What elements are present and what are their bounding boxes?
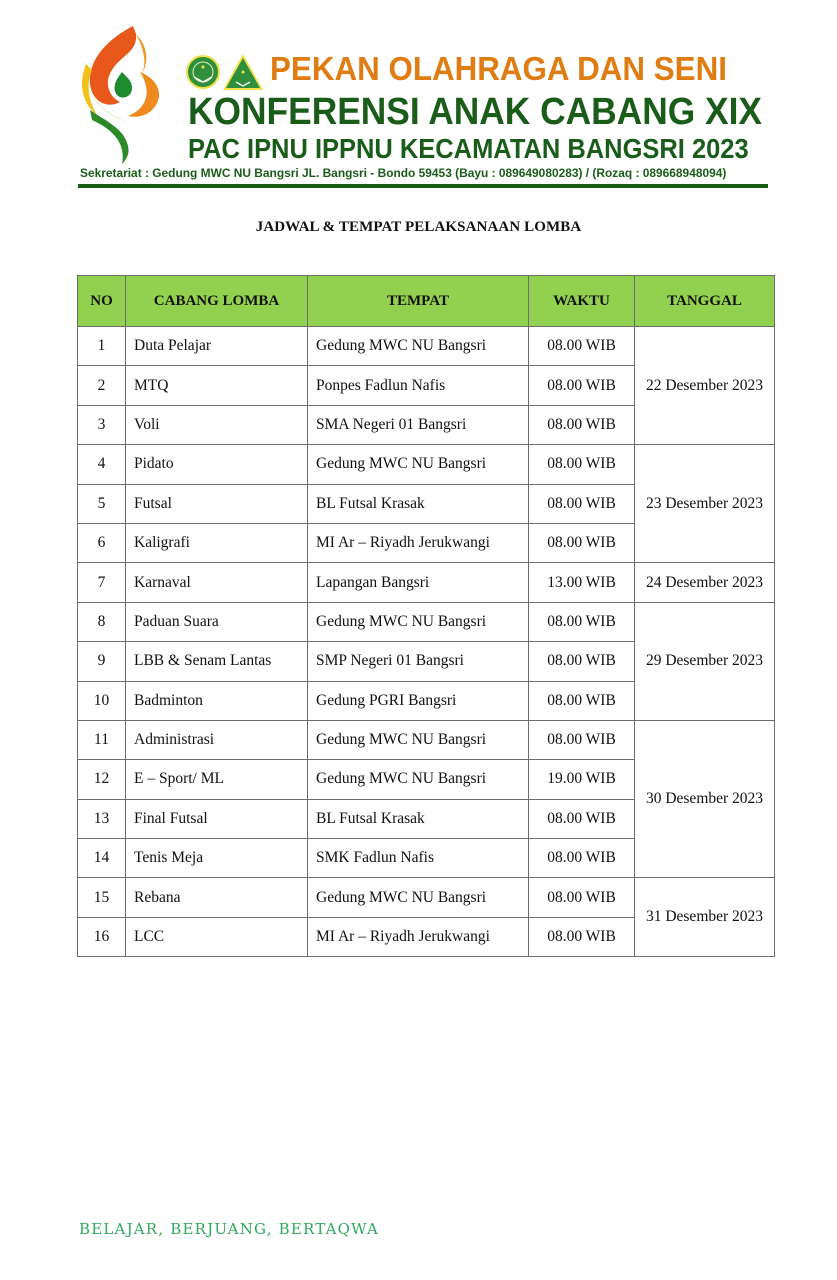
cell-tanggal: 29 Desember 2023 — [635, 602, 775, 720]
event-title: PEKAN OLAHRAGA DAN SENI — [270, 50, 727, 87]
table-body — [78, 327, 775, 957]
cell-tanggal: 31 Desember 2023 — [635, 878, 775, 957]
cell-tanggal: 23 Desember 2023 — [635, 445, 775, 563]
cell-waktu: 08.00 WIB — [529, 720, 635, 759]
cell-no: 16 — [78, 917, 126, 956]
cell-cabang-lomba: LCC — [126, 917, 308, 956]
cell-waktu: 08.00 WIB — [529, 366, 635, 405]
cell-no: 12 — [78, 760, 126, 799]
cell-no: 1 — [78, 327, 126, 366]
cell-tempat: Gedung MWC NU Bangsri — [308, 760, 529, 799]
cell-cabang-lomba: E – Sport/ ML — [126, 760, 308, 799]
column-header-tanggal: TANGGAL — [635, 276, 775, 327]
secretariat-address: Sekretariat : Gedung MWC NU Bangsri JL. Bangsri - Bondo 59453 (Bayu : 089649080283) / (Rozaq : 089668948094) — [80, 166, 727, 180]
table-row — [78, 720, 775, 759]
cell-waktu: 19.00 WIB — [529, 760, 635, 799]
cell-tempat: SMP Negeri 01 Bangsri — [308, 642, 529, 681]
cell-waktu: 08.00 WIB — [529, 839, 635, 878]
cell-cabang-lomba: Paduan Suara — [126, 602, 308, 641]
table-header-row — [78, 276, 775, 327]
cell-waktu: 08.00 WIB — [529, 523, 635, 562]
cell-waktu: 08.00 WIB — [529, 799, 635, 838]
motto: BELAJAR, BERJUANG, BERTAQWA — [79, 1220, 380, 1238]
table-row — [78, 327, 775, 366]
cell-tempat: Gedung MWC NU Bangsri — [308, 602, 529, 641]
cell-waktu: 13.00 WIB — [529, 563, 635, 602]
cell-cabang-lomba: Duta Pelajar — [126, 327, 308, 366]
table-row — [78, 563, 775, 602]
cell-tempat: Gedung MWC NU Bangsri — [308, 878, 529, 917]
cell-tempat: Gedung MWC NU Bangsri — [308, 327, 529, 366]
header-divider — [78, 184, 768, 188]
cell-tempat: BL Futsal Krasak — [308, 484, 529, 523]
table-row — [78, 602, 775, 641]
cell-waktu: 08.00 WIB — [529, 327, 635, 366]
cell-no: 5 — [78, 484, 126, 523]
cell-tempat: Gedung MWC NU Bangsri — [308, 445, 529, 484]
cell-no: 9 — [78, 642, 126, 681]
schedule-table — [77, 275, 775, 957]
cell-tempat: MI Ar – Riyadh Jerukwangi — [308, 523, 529, 562]
column-header-cabang: CABANG LOMBA — [126, 276, 308, 327]
cell-cabang-lomba: Administrasi — [126, 720, 308, 759]
cell-waktu: 08.00 WIB — [529, 484, 635, 523]
cell-waktu: 08.00 WIB — [529, 445, 635, 484]
cell-tempat: Gedung PGRI Bangsri — [308, 681, 529, 720]
organizer-title: PAC IPNU IPPNU KECAMATAN BANGSRI 2023 — [188, 133, 749, 164]
cell-waktu: 08.00 WIB — [529, 878, 635, 917]
cell-tempat: BL Futsal Krasak — [308, 799, 529, 838]
cell-no: 7 — [78, 563, 126, 602]
table-row — [78, 445, 775, 484]
cell-cabang-lomba: Futsal — [126, 484, 308, 523]
cell-no: 11 — [78, 720, 126, 759]
cell-no: 8 — [78, 602, 126, 641]
column-header-tempat: TEMPAT — [308, 276, 529, 327]
cell-tanggal: 24 Desember 2023 — [635, 563, 775, 602]
cell-cabang-lomba: Rebana — [126, 878, 308, 917]
cell-cabang-lomba: Final Futsal — [126, 799, 308, 838]
letterhead — [0, 0, 837, 195]
cell-waktu: 08.00 WIB — [529, 642, 635, 681]
cell-tempat: SMA Negeri 01 Bangsri — [308, 405, 529, 444]
cell-cabang-lomba: Badminton — [126, 681, 308, 720]
document-title: JADWAL & TEMPAT PELAKSANAAN LOMBA — [255, 219, 582, 235]
cell-no: 3 — [78, 405, 126, 444]
cell-cabang-lomba: MTQ — [126, 366, 308, 405]
cell-cabang-lomba: Pidato — [126, 445, 308, 484]
cell-cabang-lomba: Tenis Meja — [126, 839, 308, 878]
cell-waktu: 08.00 WIB — [529, 405, 635, 444]
cell-cabang-lomba: Kaligrafi — [126, 523, 308, 562]
cell-tempat: Lapangan Bangsri — [308, 563, 529, 602]
cell-cabang-lomba: Voli — [126, 405, 308, 444]
cell-tanggal: 22 Desember 2023 — [635, 327, 775, 445]
cell-tempat: Ponpes Fadlun Nafis — [308, 366, 529, 405]
cell-waktu: 08.00 WIB — [529, 681, 635, 720]
cell-waktu: 08.00 WIB — [529, 917, 635, 956]
cell-tanggal: 30 Desember 2023 — [635, 720, 775, 878]
event-subtitle: KONFERENSI ANAK CABANG XIX — [188, 91, 762, 133]
cell-no: 14 — [78, 839, 126, 878]
cell-cabang-lomba: Karnaval — [126, 563, 308, 602]
column-header-no: NO — [78, 276, 126, 327]
cell-no: 15 — [78, 878, 126, 917]
cell-no: 10 — [78, 681, 126, 720]
cell-no: 2 — [78, 366, 126, 405]
cell-no: 6 — [78, 523, 126, 562]
table-row — [78, 878, 775, 917]
column-header-waktu: WAKTU — [529, 276, 635, 327]
event-logo-icon — [78, 24, 168, 164]
cell-tempat: Gedung MWC NU Bangsri — [308, 720, 529, 759]
ipnu-ippnu-logos-icon — [185, 52, 265, 92]
cell-cabang-lomba: LBB & Senam Lantas — [126, 642, 308, 681]
cell-tempat: MI Ar – Riyadh Jerukwangi — [308, 917, 529, 956]
cell-no: 13 — [78, 799, 126, 838]
cell-waktu: 08.00 WIB — [529, 602, 635, 641]
cell-tempat: SMK Fadlun Nafis — [308, 839, 529, 878]
cell-no: 4 — [78, 445, 126, 484]
